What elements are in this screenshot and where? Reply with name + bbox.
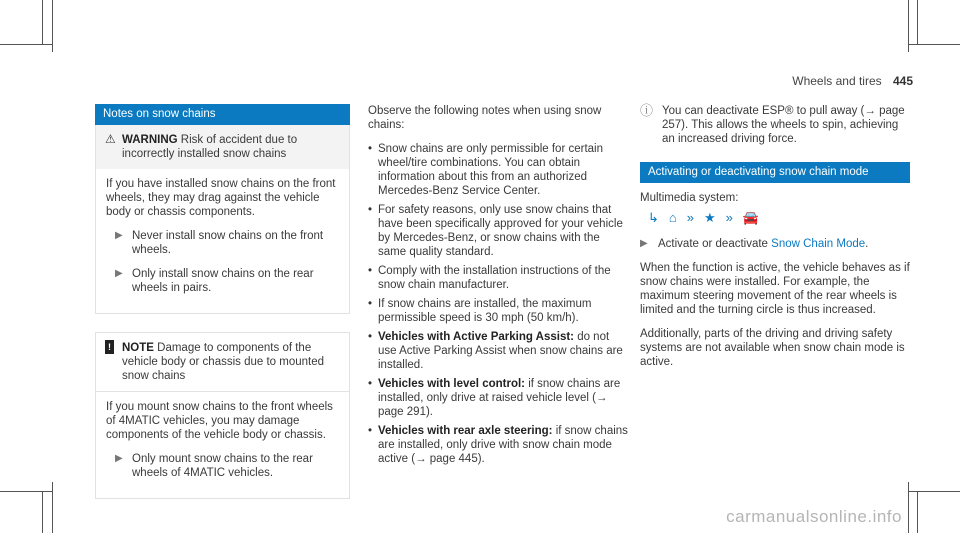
- warning-header: [96, 125, 349, 169]
- activation-step: ▶ Activate or deactivate Snow Chain Mode.: [640, 238, 869, 250]
- page-number: 445: [892, 74, 913, 88]
- step-arrow-icon: ▶: [115, 230, 123, 241]
- intro-text: Observe the following notes when using snow chains:: [368, 105, 602, 131]
- mode-description: When the function is active, the vehicle behaves as if snow chains were installed. For example, the maximum steering movement of the rear wheels is limited and the turning circle is thus increased.: [640, 262, 910, 316]
- mode-limitations: Additionally, parts of the driving and driving safety systems are not available when snow chain mode is active.: [640, 328, 905, 368]
- crop-mark: [0, 491, 52, 492]
- section-heading-snow-chain-mode: Activating or deactivating snow chain mode: [640, 162, 910, 183]
- chevron-icon: »: [725, 210, 737, 225]
- hint-text: You can deactivate ESP® to pull away (→ page 257). This allows the wheels to spin, achieving an increased driving force.: [662, 105, 905, 145]
- warning-step: ▶ Never install snow chains on the front wheels.: [115, 230, 324, 256]
- column-notes: [95, 104, 350, 499]
- list-item: • Vehicles with Active Parking Assist: do not use Active Parking Assist when snow chains are installed.: [368, 330, 628, 372]
- list-item: • Comply with the installation instructions of the snow chain manufacturer.: [368, 264, 628, 292]
- crop-mark: [917, 491, 918, 533]
- warning-body: [96, 169, 349, 313]
- crop-mark: [42, 491, 43, 533]
- crop-mark: [908, 0, 909, 52]
- list-item: • If snow chains are installed, the maximum permissible speed is 30 mph (50 km/h).: [368, 297, 628, 325]
- usage-list: [368, 142, 628, 466]
- home-icon: ⌂: [668, 210, 681, 225]
- snow-chain-mode-link[interactable]: Snow Chain Mode: [771, 238, 866, 250]
- note-body: [96, 391, 349, 498]
- section-heading-snow-chains: Notes on snow chains: [95, 104, 350, 125]
- crop-mark: [42, 0, 43, 44]
- crop-mark: [908, 491, 960, 492]
- info-icon: ⓘ: [640, 103, 654, 118]
- notice-icon: !: [105, 340, 114, 354]
- list-item: • Vehicles with rear axle steering: if snow chains are installed, only drive with snow chain mode active (→ page 445).: [368, 424, 628, 466]
- menu-path: [648, 211, 910, 225]
- step-arrow-icon: ▶: [115, 453, 123, 464]
- warning-step: ▶ Only install snow chains on the rear wheels in pairs.: [115, 268, 314, 294]
- list-item: • For safety reasons, only use snow chains that have been specifically approved for your vehicle by Mercedes-Benz, or snow chains with the same quality standard.: [368, 203, 628, 259]
- warning-box: [95, 125, 350, 314]
- note-step: ▶ Only mount snow chains to the rear wheels of 4MATIC vehicles.: [115, 453, 313, 479]
- step-arrow-icon: ▶: [640, 238, 648, 249]
- warning-text: Risk of accident due to incorrectly installed snow chains: [122, 134, 298, 160]
- list-item: • Vehicles with level control: if snow chains are installed, only drive at raised vehicle level (→ page 291).: [368, 377, 628, 419]
- arrow-icon: ↳: [648, 210, 663, 225]
- crop-mark: [917, 0, 918, 44]
- section-title: Wheels and tires: [792, 74, 882, 88]
- warning-paragraph: If you have installed snow chains on the front wheels, they may drag against the vehicle body or chassis components.: [106, 178, 336, 218]
- crop-mark: [52, 482, 53, 533]
- step-arrow-icon: ▶: [115, 268, 123, 279]
- note-text: Damage to components of the vehicle body or chassis due to mounted snow chains: [122, 342, 325, 382]
- column-usage-notes: [368, 104, 628, 471]
- note-box: [95, 332, 350, 499]
- crop-mark: [908, 482, 909, 533]
- list-item: • Snow chains are only permissible for certain wheel/tire combinations. You can obtain information about this from an authorized Mercedes-Benz Service Center.: [368, 142, 628, 198]
- system-label: Multimedia system:: [640, 192, 739, 204]
- hint-block: [640, 104, 910, 146]
- column-snow-chain-mode: [640, 104, 910, 379]
- warning-label: WARNING: [122, 134, 178, 146]
- note-header: [96, 333, 349, 391]
- crop-mark: [52, 0, 53, 52]
- car-icon: 🚘: [742, 210, 764, 225]
- note-paragraph: If you mount snow chains to the front wheels of 4MATIC vehicles, you may damage components of the vehicle body or chassis.: [106, 401, 333, 441]
- warning-icon: ⚠: [105, 132, 116, 146]
- watermark: carmanualsonline.info: [726, 507, 902, 526]
- crop-mark: [0, 44, 52, 45]
- crop-mark: [908, 44, 960, 45]
- note-label: NOTE: [122, 342, 154, 354]
- star-icon: ★: [704, 210, 720, 225]
- page-header: [792, 74, 913, 88]
- chevron-icon: »: [686, 210, 698, 225]
